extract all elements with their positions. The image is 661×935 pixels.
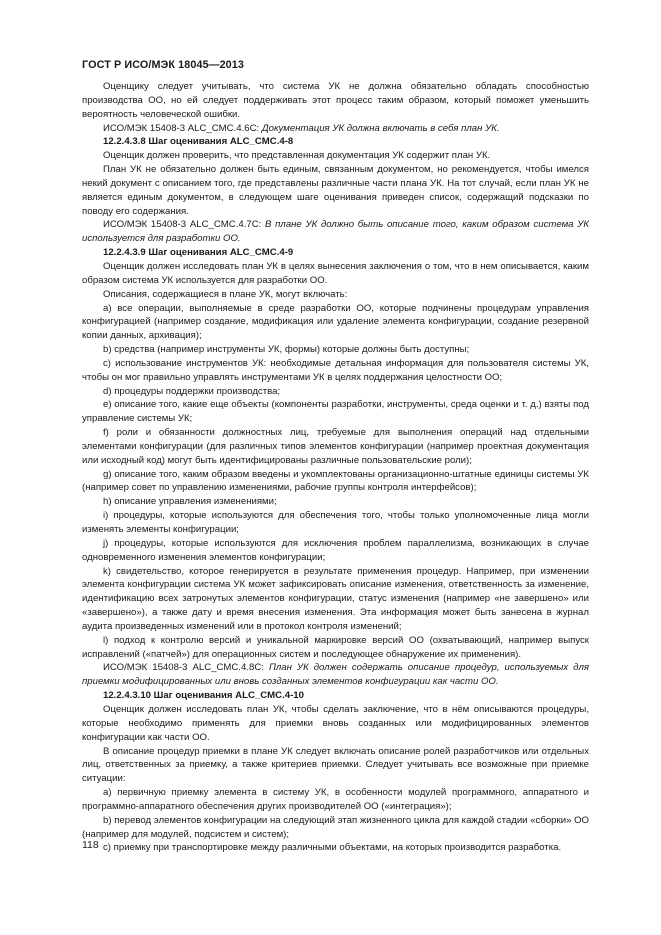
list-item: e) описание того, какие еще объекты (компоненты разработки, инструменты, среда оценки и т. д.) взяты под управление системы УК; <box>82 399 589 425</box>
list-item: h) описание управления изменениями; <box>103 496 277 508</box>
standard-requirement: ИСО/МЭК 15408-3 ALC_CMC.4.7C: В плане УК должно быть описание того, каким образом система УК используется для разработки ОО. <box>82 219 589 245</box>
paragraph: Описания, содержащиеся в плане УК, могут включать: <box>103 288 348 300</box>
page-number: 118 <box>82 839 99 851</box>
paragraph: Оценщик должен проверить, что представленная документация УК содержит план УК. <box>103 150 491 162</box>
list-item: k) свидетельство, которое генерируется в результате применения процедур. Например, при изменении элемента конфигурации система УК может зафиксировать описание изменения, ответственность за изменение, идентификацию всех затронутых элементов конфигурации, статус изменения (например «не завершено» или «завершено»), а также дату и время внесения изменения. Эта информация может быть занесена в журнал аудита произведенных изменений или в протокол контроля изменений; <box>82 565 589 632</box>
section-heading: 12.2.4.3.10 Шаг оценивания ALC_CMC.4-10 <box>103 690 304 702</box>
body-text <box>82 80 589 855</box>
list-item: b) средства (например инструменты УК, формы) которые должны быть доступны; <box>103 344 470 356</box>
list-item: a) все операции, выполняемые в среде разработки ОО, которые подчинены процедурам управления конфигурацией (например создание, модификация или удаление элемента конфигурации, создание резервной копии данных, архивация); <box>82 302 589 342</box>
section-heading: 12.2.4.3.9 Шаг оценивания ALC_CMC.4-9 <box>103 247 294 259</box>
standard-requirement: ИСО/МЭК 15408-3 ALC_CMC.4.8C: План УК должен содержать описание процедур, используемых для приемки модифицированных или вновь созданных элементов конфигурации как части ОО. <box>82 662 589 688</box>
section-heading: 12.2.4.3.8 Шаг оценивания ALC_CMC.4-8 <box>103 136 294 148</box>
paragraph: Оценщик должен исследовать план УК в целях вынесения заключения о том, что в нем описывается, каким образом система УК используется для разработки ОО. <box>82 260 589 286</box>
list-item: b) перевод элементов конфигурации на следующий этап жизненного цикла для каждой стадии «сборки» ОО (например для модулей, подсистем и систем); <box>82 814 589 840</box>
paragraph: План УК не обязательно должен быть единым, связанным документом, но рекомендуется, чтобы имелся некий документ с описанием того, где представлены различные части плана УК. На тот случай, если план УК не является единым документом, в следующем шаге оценивания приведен список, содержащий подсказки по поводу его содержания. <box>82 164 589 217</box>
paragraph: Оценщику следует учитывать, что система УК не должна обязательно обладать способностью производства ОО, но ей следует поддерживать этот процесс таким образом, который поможет уменьшить вероятность человеческой ошибки. <box>82 81 589 120</box>
paragraph: Оценщик должен исследовать план УК, чтобы сделать заключение, что в нём описываются процедуры, которые необходимо применять для приемки вновь созданных или модифицированных элементов конфигурации как части ОО. <box>82 703 589 743</box>
running-header: ГОСТ Р ИСО/МЭК 18045—2013 <box>82 59 244 71</box>
list-item: f) роли и обязанности должностных лиц, требуемые для выполнения операций над отдельными элементами конфигурации (для различных типов элементов конфигурации (например проектная документация или исходный код) могут быть идентифицированы различные пользовательские роли); <box>82 427 589 466</box>
list-item: g) описание того, каким образом введены и укомплектованы организационно-штатные единицы системы УК (например совет по управлению изменениями, рабочие группы контроля интерфейсов); <box>82 468 589 494</box>
list-item: j) процедуры, которые используются для исключения проблем параллелизма, возникающих в случае одновременного изменения элементов конфигурации; <box>82 537 589 563</box>
list-item: c) использование инструментов УК: необходимые детальная информация для пользователя системы УК, чтобы он мог правильно управлять инструментами УК в целях поддержания целостности ОО; <box>82 357 589 383</box>
standard-requirement: ИСО/МЭК 15408-3 ALC_CMC.4.6C: Документация УК должна включать в себя план УК. <box>103 122 500 134</box>
list-item: a) первичную приемку элемента в систему УК, в особенности модулей программного, аппаратного и программно-аппаратного обеспечения других производителей ОО («интеграция»); <box>82 787 589 812</box>
list-item: i) процедуры, которые используются для обеспечения того, чтобы только уполномоченные лица могли изменять элементы конфигурации; <box>82 510 589 535</box>
list-item: l) подход к контролю версий и уникальной маркировке версий ОО (охватывающий, например выпуск исправлений («патчей») для операционных систем и последующее обнаружение их применения). <box>82 634 589 660</box>
paragraph: В описание процедур приемки в плане УК следует включать описание ролей разработчиков или отдельных лиц, ответственных за приемку, а также критериев приемки. Следует учитывать все возможные при приемке ситуации: <box>82 745 589 785</box>
list-item: d) процедуры поддержки производства; <box>103 385 281 397</box>
list-item: c) приемку при транспортировке между различными объектами, на которых производится разработка. <box>103 842 562 854</box>
